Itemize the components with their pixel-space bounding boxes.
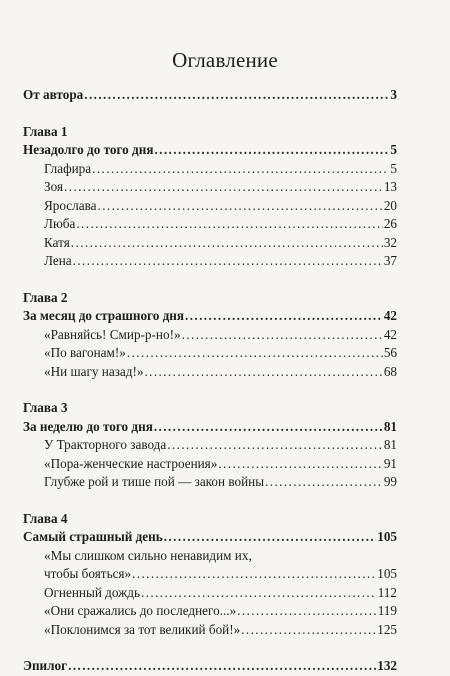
dot-leader [132,565,376,584]
dot-leader [167,436,383,455]
toc-entry-title: «Пора-женческие настроения» [44,455,218,471]
toc-entry-row[interactable] [23,344,397,363]
page-number: 132 [377,658,397,673]
page-title: Оглавление [172,48,278,72]
toc-entry-row[interactable] [23,436,397,455]
dot-leader [71,234,383,253]
dot-leader [127,344,383,363]
toc-entry-row[interactable] [23,473,397,492]
chapter-heading: Глава 2 [23,289,68,305]
chapter-heading: Глава 1 [23,123,68,139]
dot-leader [68,657,376,676]
dot-leader [185,307,383,326]
toc-entry-title: Незадолго до того дня [23,142,154,157]
page-number: 99 [383,474,397,489]
toc-entry-row[interactable] [23,565,397,584]
toc-entry-title: У Тракторного завода [44,437,167,452]
toc-entry-row[interactable] [23,455,397,474]
dot-leader [218,455,382,474]
dot-leader [154,418,383,437]
page-number: 105 [377,566,397,581]
toc-entry-row[interactable] [23,363,397,382]
toc-entry-title: «Они сражались до последнего...» [44,603,237,618]
toc-entry-title: Лена [44,253,72,268]
toc-section-row[interactable] [23,528,397,547]
toc-section-row[interactable] [23,86,397,105]
toc-entry-row[interactable] [23,584,397,603]
dot-leader [182,326,383,345]
page-number: 119 [377,603,397,618]
page-number: 68 [383,363,397,379]
toc-entry-title: Эпилог [23,658,68,673]
toc-entry-row[interactable] [23,160,397,179]
toc-entry-title: За неделю до того дня [23,418,153,434]
page-number: 125 [377,621,397,637]
page-number: 20 [383,197,397,213]
dot-leader [73,252,383,271]
chapter-heading: Глава 4 [23,510,68,526]
toc-entry-title: Глубже рой и тише пой — закон войны [44,474,265,489]
toc-entry-row[interactable] [23,197,397,216]
dot-leader [64,178,383,197]
page-number: 56 [383,345,397,360]
toc-entry-title: Люба [44,216,76,231]
toc-entry-title-line: «Мы слишком сильно ненавидим их, [44,547,252,563]
toc-entry-title: За месяц до страшного дня [23,308,184,323]
page-number: 105 [377,529,397,544]
page-number: 42 [383,326,397,342]
toc-entry-row[interactable] [23,621,397,640]
dot-leader [92,160,389,179]
page-number: 5 [390,160,397,176]
page-number: 13 [383,179,397,194]
toc-entry-title: «По вагонам!» [44,345,126,360]
toc-entry-row[interactable] [23,252,397,271]
page-number: 3 [390,87,397,102]
toc-entry-title: «Поклонимся за тот великий бой!» [44,621,241,637]
page-number: 81 [383,437,397,452]
toc-entry-title: Ярослава [44,197,97,213]
page-number: 26 [383,216,397,231]
toc-entry-row[interactable] [23,602,397,621]
dot-leader [241,621,376,640]
page-number: 112 [377,584,397,600]
toc-entry-title: Самый страшный день [23,529,163,544]
toc-entry-title: Огненный дождь [44,584,140,600]
toc-entry-title: Катя [44,234,70,250]
toc-entry-title: чтобы бояться» [44,566,132,581]
toc-section-row[interactable] [23,141,397,160]
page-number: 37 [383,253,397,268]
toc-spacer [23,639,397,657]
toc-section-row[interactable] [23,657,397,676]
dot-leader [144,363,382,382]
toc-entry-row[interactable] [23,215,397,234]
dot-leader [237,602,377,621]
dot-leader [98,197,383,216]
toc-entry-title: От автора [23,87,84,102]
toc-section-row[interactable] [23,418,397,437]
toc-entry-title: «Ни шагу назад!» [44,363,144,379]
dot-leader [154,141,389,160]
toc-entry-row[interactable] [23,234,397,253]
page-number: 32 [383,234,397,250]
chapter-heading: Глава 3 [23,400,68,415]
page-number: 81 [383,418,397,434]
toc-entry-row[interactable] [23,178,397,197]
page-number: 42 [383,308,397,323]
toc-entry-row[interactable] [23,326,397,345]
dot-leader [141,584,377,603]
table-of-contents [23,86,397,676]
dot-leader [76,215,382,234]
dot-leader [84,86,389,105]
dot-leader [265,473,383,492]
page-number: 91 [383,455,397,471]
toc-entry-title: «Равняйсь! Смир-р-но!» [44,326,181,342]
toc-section-row[interactable] [23,307,397,326]
dot-leader [164,528,376,547]
toc-entry-title: Глафира [44,160,92,176]
page-number: 5 [390,142,397,157]
toc-entry-title: Зоя [44,179,64,194]
